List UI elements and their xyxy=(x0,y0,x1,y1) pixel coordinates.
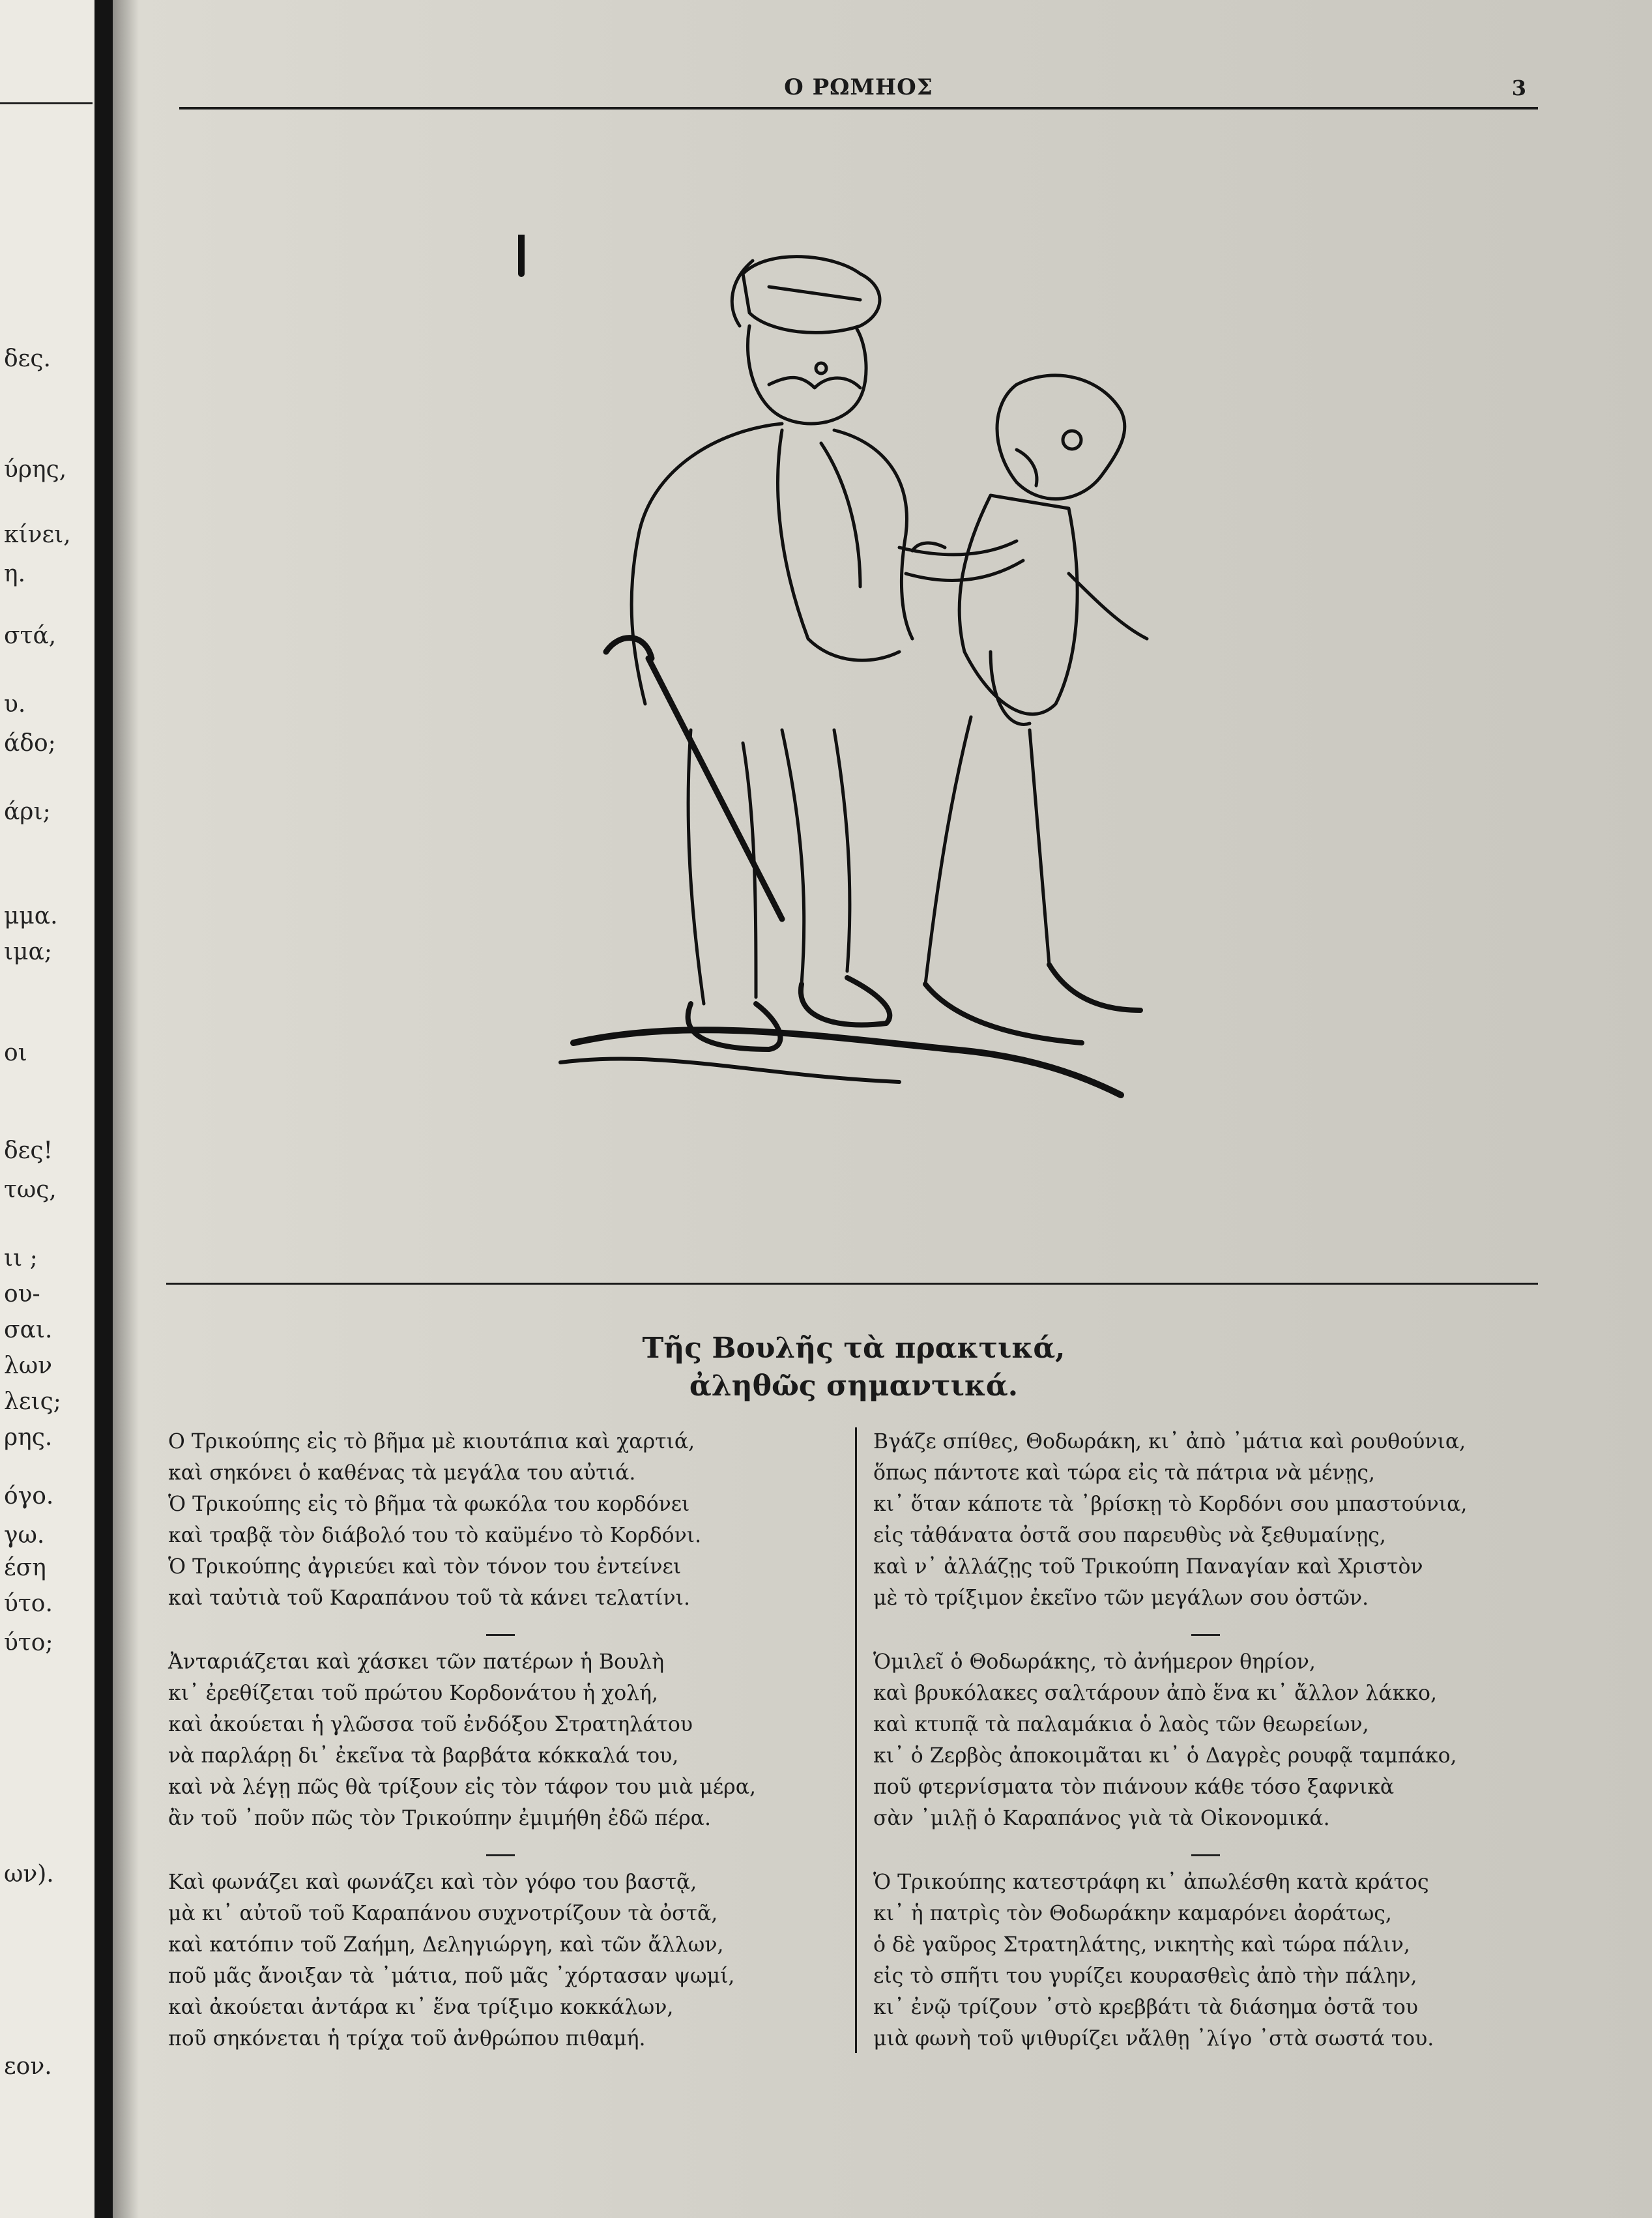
column-divider xyxy=(855,1427,857,2053)
verse-line: ποῦ φτερνίσματα τὸν πιάνουν κάθε τόσο ξαφνικὰ xyxy=(873,1775,1395,1799)
verse-line: νὰ παρλάρῃ δι᾽ ἐκεῖνα τὰ βαρβάτα κόκκαλά του, xyxy=(168,1744,679,1768)
verse-line: καὶ ἀκούεται ἀντάρα κι᾽ ἕνα τρίξιμο κοκκάλων, xyxy=(168,1996,674,2019)
verse-line: Βγάζε σπίθες, Θοδωράκη, κι᾽ ἀπὸ ᾽μάτια καὶ ρουθούνια, xyxy=(873,1430,1466,1453)
caricature-illustration xyxy=(495,235,1225,1160)
fragment-line: λεις; xyxy=(4,1388,61,1415)
verse-line: μὲ τὸ τρίξιμον ἐκεῖνο τῶν μεγάλων σου ὀστῶν. xyxy=(873,1586,1369,1610)
fragment-line: ων). xyxy=(4,1861,54,1888)
verse-line: καὶ βρυκόλακες σαλτάρουν ἀπὸ ἕνα κι᾽ ἄλλον λάκκο, xyxy=(873,1682,1437,1705)
verse-line: Ὁμιλεῖ ὁ Θοδωράκης, τὸ ἀνήμερον θηρίον, xyxy=(873,1650,1316,1674)
fragment-line: όγο. xyxy=(4,1483,54,1510)
section-rule xyxy=(166,1283,1538,1285)
verse-line: καὶ τραβᾷ τὸν διάβολό του τὸ καϋμένο τὸ Κορδόνι. xyxy=(168,1524,702,1547)
fragment-line: σαι. xyxy=(4,1317,53,1343)
fragment-line: δες! xyxy=(4,1137,53,1164)
book-gutter xyxy=(94,0,113,2218)
fragment-line: ιι ; xyxy=(4,1245,38,1272)
verse-line: καὶ ἀκούεται ἡ γλῶσσα τοῦ ἐνδόξου Στρατηλάτου xyxy=(168,1713,693,1736)
fragment-line: ρης. xyxy=(4,1424,53,1451)
verse-line: κι᾽ ἐρεθίζεται τοῦ πρώτου Κορδονάτου ἡ χολή, xyxy=(168,1682,659,1705)
fragment-line: υ. xyxy=(4,691,26,718)
verse-line: κι᾽ ὅταν κάποτε τὰ ᾽βρίσκῃ τὸ Κορδόνι σου μπαστούνια, xyxy=(873,1493,1468,1516)
poem-title-line-2: ἀληθῶς σημαντικά. xyxy=(689,1369,1019,1403)
fragment-line: η. xyxy=(4,561,26,587)
verse-line: Ὁ Τρικούπης ἀγριεύει καὶ τὸν τόνον του ἐντείνει xyxy=(168,1555,682,1579)
newspaper-title: Ο ΡΩΜΗΟΣ xyxy=(784,74,933,100)
fragment-line: μμα. xyxy=(4,903,58,929)
fragment-line: ιμα; xyxy=(4,939,52,965)
verse-line: εἰς τὸ σπῆτι του γυρίζει κουρασθεὶς ἀπὸ τὴν πάλην, xyxy=(873,1964,1417,1988)
verse-line: ὅπως πάντοτε καὶ τώρα εἰς τὰ πάτρια νὰ μένῃς, xyxy=(873,1461,1376,1485)
page-number: 3 xyxy=(1511,76,1526,100)
fragment-line: ύτο. xyxy=(4,1590,53,1617)
fragment-line: ύτο; xyxy=(4,1629,53,1656)
fragment-line: γω. xyxy=(4,1522,45,1549)
verse-line: καὶ κτυπᾷ τὰ παλαμάκια ὁ λαὸς τῶν θεωρείων, xyxy=(873,1713,1369,1736)
verse-line: Ὁ Τρικούπης εἰς τὸ βῆμα τὰ φωκόλα του κορδόνει xyxy=(168,1493,690,1516)
page-header xyxy=(179,72,1538,111)
gutter-shadow xyxy=(113,0,139,2218)
fragment-line: έση xyxy=(4,1554,46,1581)
stanza-separator xyxy=(168,1834,833,1867)
verse-line: ἂν τοῦ ᾽ποῦν πῶς τὸν Τρικούπην ἐμιμήθη ἐδῶ πέρα. xyxy=(168,1807,712,1830)
fragment-line: οι xyxy=(4,1040,27,1066)
verse-line: Ὁ Τρικούπης κατεστράφη κι᾽ ἀπωλέσθη κατὰ κράτος xyxy=(873,1871,1429,1894)
previous-page-rule xyxy=(0,102,93,104)
stanza-separator xyxy=(168,1614,833,1646)
stanza-separator xyxy=(873,1614,1538,1646)
poem-left-column xyxy=(168,1426,833,2054)
poem-right-column xyxy=(873,1426,1538,2054)
fragment-line: ου- xyxy=(4,1281,40,1307)
poem-title xyxy=(587,1330,1121,1405)
verse-line: μὰ κι᾽ αὐτοῦ τοῦ Καραπάνου συχνοτρίζουν τὰ ὀστᾶ, xyxy=(168,1902,718,1925)
verse-line: καὶ κατόπιν τοῦ Ζαήμη, Δεληγιώργη, καὶ τῶν ἄλλων, xyxy=(168,1933,724,1957)
verse-line: Ἀνταριάζεται καὶ χάσκει τῶν πατέρων ἡ Βουλὴ xyxy=(168,1650,665,1674)
verse-line: καὶ ταὐτιὰ τοῦ Καραπάνου τοῦ τὰ κάνει τελατίνι. xyxy=(168,1586,690,1610)
verse-line: καὶ σηκόνει ὁ καθένας τὰ μεγάλα του αὐτιά. xyxy=(168,1461,636,1485)
verse-line: ποῦ μᾶς ἄνοιξαν τὰ ᾽μάτια, ποῦ μᾶς ᾽χόρτασαν ψωμί, xyxy=(168,1964,735,1988)
verse-line: καὶ ν᾽ ἀλλάζῃς τοῦ Τρικούπη Παναγίαν καὶ Χριστὸν xyxy=(873,1555,1423,1579)
fragment-line: ύρης, xyxy=(4,456,67,483)
stanza-separator xyxy=(873,1834,1538,1867)
verse-line: εἰς τἀθάνατα ὀστᾶ σου παρευθὺς νὰ ξεθυμαίνῃς, xyxy=(873,1524,1386,1547)
verse-line: Καὶ φωνάζει καὶ φωνάζει καὶ τὸν γόφο του βαστᾷ, xyxy=(168,1871,697,1894)
verse-line: κι᾽ ἡ πατρὶς τὸν Θοδωράκην καμαρόνει ἀοράτως, xyxy=(873,1902,1392,1925)
verse-line: μιὰ φωνὴ τοῦ ψιθυρίζει νἄλθῃ ᾽λίγο ᾽στὰ σωστά του. xyxy=(873,2027,1434,2050)
verse-line: κι᾽ ἐνῷ τρίζουν ᾽στὸ κρεββάτι τὰ διάσημα ὀστᾶ του xyxy=(873,1996,1419,2019)
poem-title-line-1: Τῆς Βουλῆς τὰ πρακτικά, xyxy=(642,1332,1065,1365)
verse-line: ὁ δὲ γαῦρος Στρατηλάτης, νικητὴς καὶ τώρα πάλιν, xyxy=(873,1933,1410,1957)
fragment-line: άρι; xyxy=(4,798,51,825)
header-rule xyxy=(179,107,1538,109)
fragment-line: άδο; xyxy=(4,730,56,757)
verse-line: καὶ νὰ λέγῃ πῶς θὰ τρίξουν εἰς τὸν τάφον του μιὰ μέρα, xyxy=(168,1775,756,1799)
previous-page-edge xyxy=(0,0,98,2218)
verse-line: Ο Τρικούπης εἰς τὸ βῆμα μὲ κιουτάπια καὶ χαρτιά, xyxy=(168,1430,695,1453)
fragment-line: δες. xyxy=(4,345,51,372)
fragment-line: στά, xyxy=(4,622,57,649)
fragment-line: εον. xyxy=(4,2053,52,2080)
fragment-line: κίνει, xyxy=(4,521,71,548)
fragment-line: τως, xyxy=(4,1176,57,1203)
fragment-line: λων xyxy=(4,1352,53,1379)
verse-line: ποῦ σηκόνεται ἡ τρίχα τοῦ ἀνθρώπου πιθαμή. xyxy=(168,2027,646,2050)
verse-line: κι᾽ ὁ Ζερβὸς ἀποκοιμᾶται κι᾽ ὁ Δαγρὲς ρουφᾷ ταμπάκο, xyxy=(873,1744,1457,1768)
verse-line: σὰν ᾽μιλῇ ὁ Καραπάνος γιὰ τὰ Οἰκονομικά. xyxy=(873,1807,1330,1830)
